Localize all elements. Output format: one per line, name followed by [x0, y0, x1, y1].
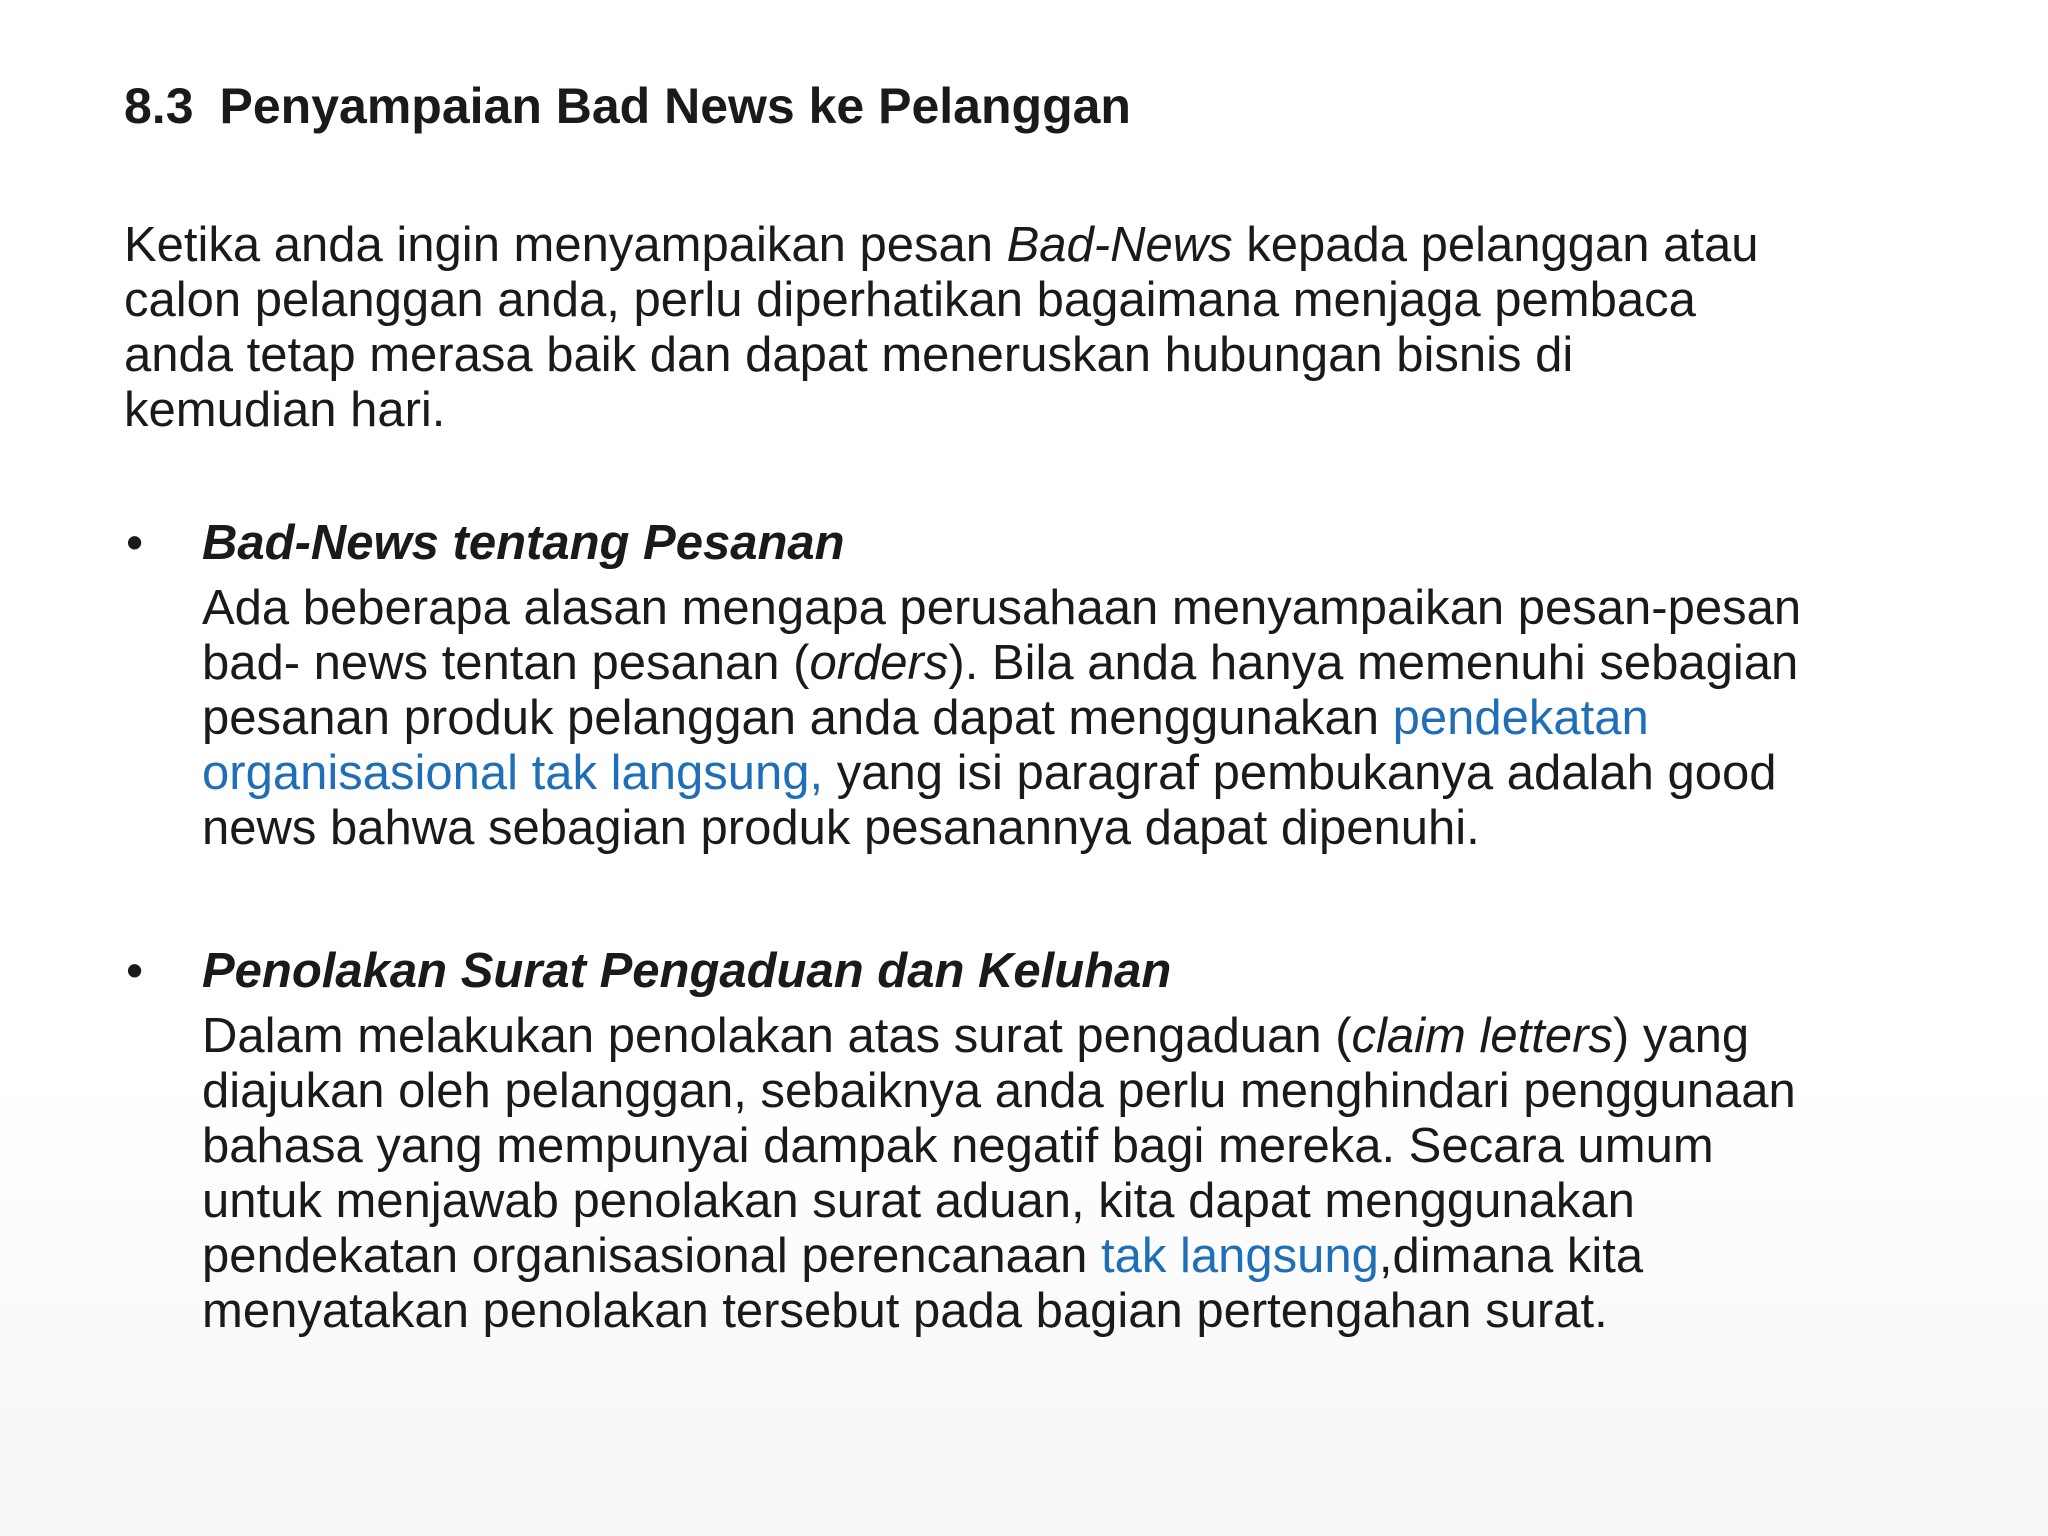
para-text: ) yang	[1612, 1009, 1750, 1063]
intro-text: Ketika anda ingin menyampaikan pesan	[124, 218, 1007, 272]
para-line	[202, 691, 1924, 746]
para-text: ). Bila anda hanya memenuhi sebagian	[948, 636, 1799, 690]
para-line	[202, 636, 1924, 691]
bullet-orders	[124, 516, 1924, 856]
intro-paragraph	[124, 218, 1924, 438]
bullet-icon: •	[126, 516, 144, 570]
intro-text: kepada pelanggan atau	[1232, 218, 1759, 272]
section-number: 8.3	[124, 78, 194, 134]
intro-line-1	[124, 218, 1924, 273]
para-line: untuk menjawab penolakan surat aduan, kita dapat menggunakan	[202, 1174, 1635, 1228]
para-text: pendekatan organisasional perencanaan	[202, 1229, 1102, 1283]
para-line: news bahwa sebagian produk pesanannya dapat dipenuhi.	[202, 801, 1480, 855]
para-emphasis: orders	[809, 636, 949, 690]
intro-line-2: calon pelanggan anda, perlu diperhatikan bagaimana menjaga pembaca	[124, 273, 1696, 327]
para-text: Dalam melakukan penolakan atas surat pengaduan (	[202, 1009, 1352, 1063]
intro-line-4: kemudian hari.	[124, 383, 446, 437]
bullet-heading-text: Penolakan Surat Pengaduan dan Keluhan	[202, 944, 1172, 998]
bullet-paragraph	[124, 581, 1924, 856]
para-text: pesanan produk pelanggan anda dapat menggunakan	[202, 691, 1393, 745]
bullet-paragraph	[124, 1009, 1924, 1339]
para-emphasis: claim letters	[1351, 1009, 1613, 1063]
bullet-claim-rejection	[124, 944, 1924, 1339]
para-text: yang isi paragraf pembukanya adalah good	[823, 746, 1777, 800]
title-text: Penyampaian Bad News ke Pelanggan	[219, 78, 1131, 134]
para-line: Ada beberapa alasan mengapa perusahaan menyampaikan pesan-pesan	[202, 581, 1802, 635]
para-line: bahasa yang mempunyai dampak negatif bagi mereka. Secara umum	[202, 1119, 1714, 1173]
para-line	[202, 1229, 1924, 1284]
highlight-text: tak langsung	[1101, 1229, 1379, 1283]
intro-line-3: anda tetap merasa baik dan dapat meneruskan hubungan bisnis di	[124, 328, 1574, 382]
para-line: diajukan oleh pelanggan, sebaiknya anda perlu menghindari penggunaan	[202, 1064, 1796, 1118]
bullet-heading	[124, 944, 1924, 999]
highlight-text: organisasional tak langsung,	[202, 746, 824, 800]
para-line	[202, 746, 1924, 801]
para-line	[202, 1009, 1924, 1064]
bullet-heading-text: Bad-News tentang Pesanan	[202, 516, 845, 570]
bullet-icon: •	[126, 944, 144, 998]
para-text: ,dimana kita	[1378, 1229, 1644, 1283]
para-line: menyatakan penolakan tersebut pada bagian pertengahan surat.	[202, 1284, 1608, 1338]
para-text: bad- news tentan pesanan (	[202, 636, 810, 690]
highlight-text: pendekatan	[1392, 691, 1649, 745]
intro-emphasis: Bad-News	[1006, 218, 1233, 272]
slide-title	[124, 76, 1131, 136]
bullet-heading	[124, 516, 1924, 571]
